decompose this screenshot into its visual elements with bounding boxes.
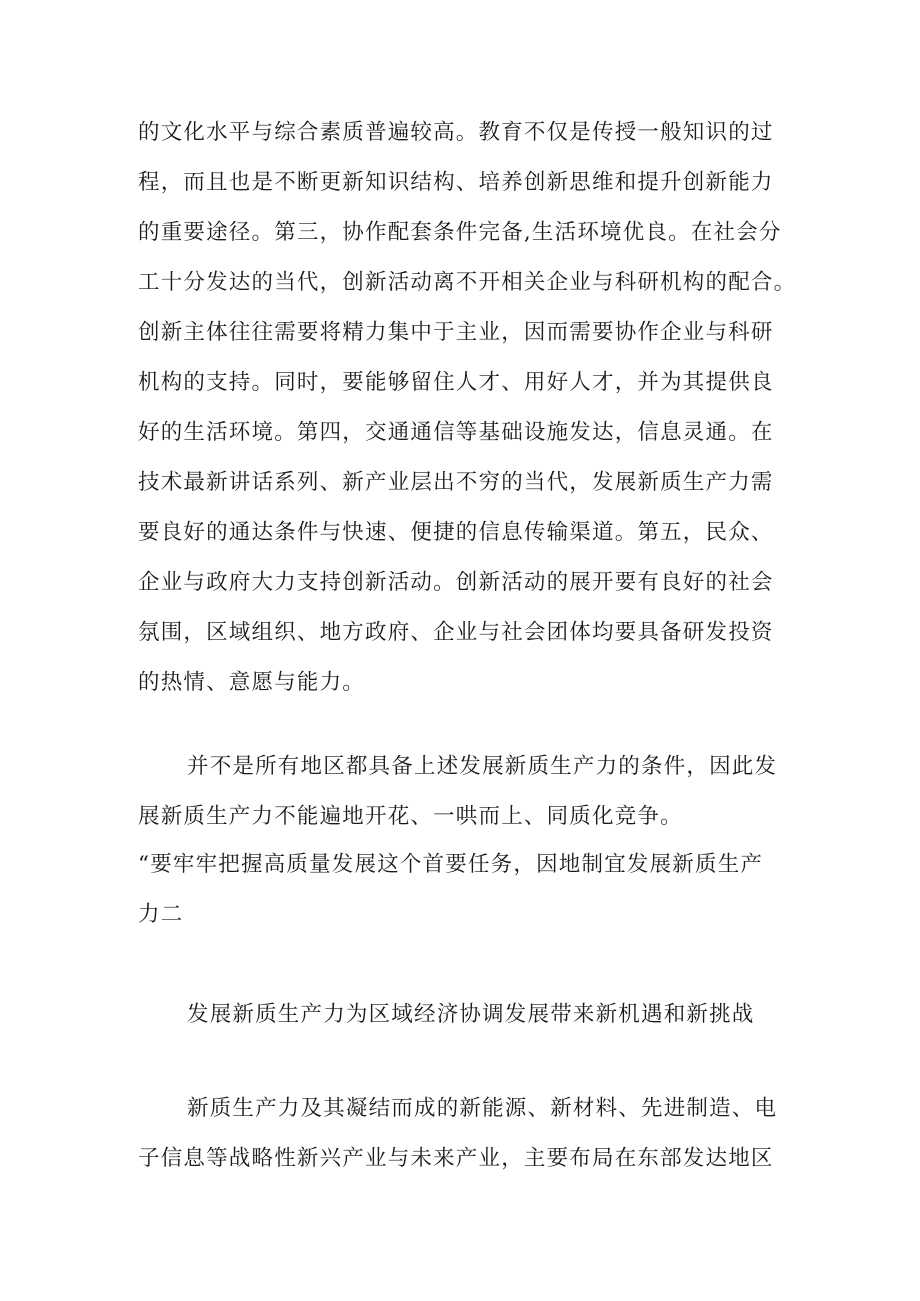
text-line: 子信息等战略性新兴产业与未来产业，主要布局在东部发达地区 [138, 1146, 774, 1171]
text-line: 展新质生产力不能遍地开花、一哄而上、同质化竞争。 [138, 804, 683, 829]
text-line: “要牢牢把握高质量发展这个首要任务，因地制宜发展新质生产 [138, 852, 764, 877]
text-line: 工十分发达的当代，创新活动离不开相关企业与科研机构的配合。 [138, 270, 797, 295]
text-line: 创新主体往往需要将精力集中于主业，因而需要协作企业与科研 [138, 320, 774, 345]
text-line: 力二 [138, 902, 184, 927]
text-line: 并不是所有地区都具备上述发展新质生产力的条件，因此发 [187, 754, 778, 779]
text-line: 新质生产力及其凝结而成的新能源、新材料、先进制造、电 [187, 1096, 778, 1121]
section-heading: 发展新质生产力为区域经济协调发展带来新机遇和新挑战 [187, 1002, 755, 1027]
text-line: 的热情、意愿与能力。 [138, 670, 366, 695]
text-line: 企业与政府大力支持创新活动。创新活动的展开要有良好的社会 [138, 570, 774, 595]
text-line: 程，而且也是不断更新知识结构、培养创新思维和提升创新能力 [138, 170, 774, 195]
text-line: 机构的支持。同时，要能够留住人才、用好人才，并为其提供良 [138, 370, 774, 395]
text-line: 技术最新讲话系列、新产业层出不穷的当代，发展新质生产力需 [138, 470, 774, 495]
text-line: 氛围，区域组织、地方政府、企业与社会团体均要具备研发投资 [138, 620, 774, 645]
text-line: 的重要途径。第三，协作配套条件完备,生活环境优良。在社会分 [138, 220, 782, 245]
text-line: 要良好的通达条件与快速、便捷的信息传输渠道。第五，民众、 [138, 520, 774, 545]
text-line: 的文化水平与综合素质普遍较高。教育不仅是传授一般知识的过 [138, 120, 774, 145]
text-line: 好的生活环境。第四，交通通信等基础设施发达，信息灵通。在 [138, 420, 774, 445]
